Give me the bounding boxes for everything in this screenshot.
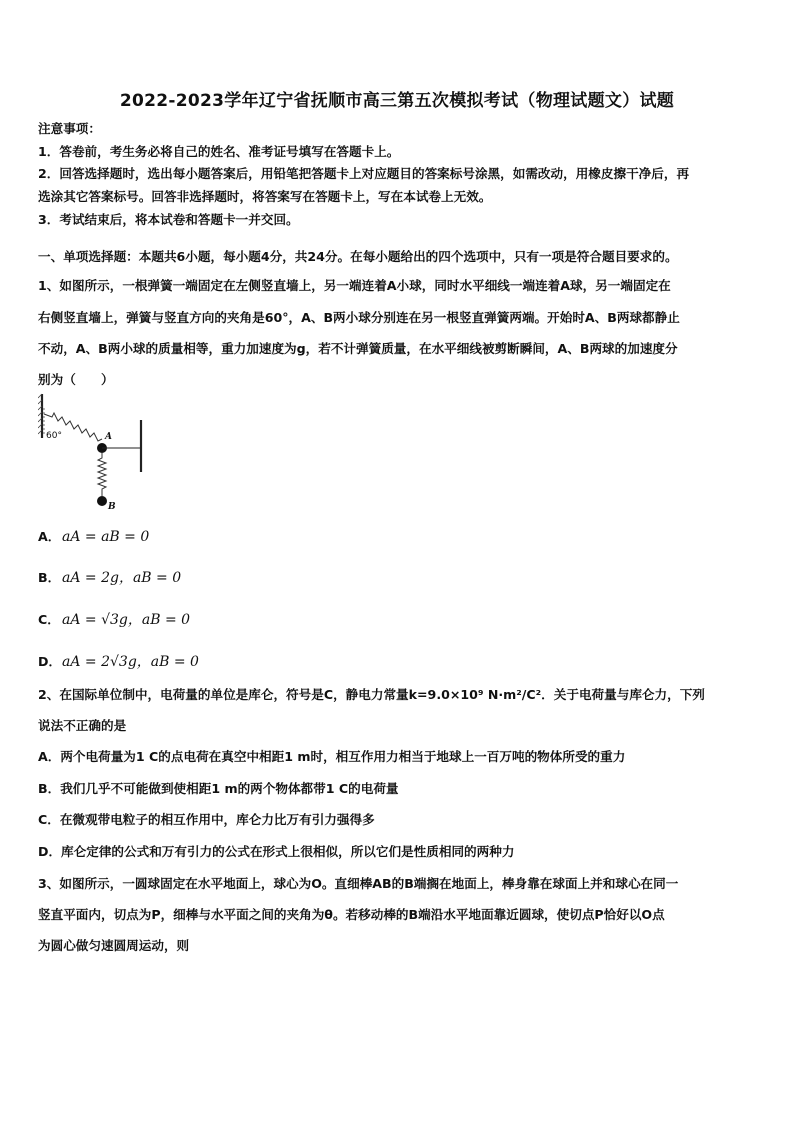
- q3-line-3: 为圆心做匀速圆周运动，则: [38, 938, 190, 953]
- q1-option-d-text: aA = 2√3g，aB = 0: [62, 654, 199, 670]
- q1-option-a-label: A．: [38, 529, 61, 544]
- q2-line-1: 2、在国际单位制中，电荷量的单位是库仑，符号是C，静电力常量k=9.0×10⁹ N·m²/C²．关于电荷量与库仑力，下列: [38, 687, 705, 702]
- q1-line-1: 1、如图所示，一根弹簧一端固定在左侧竖直墙上，另一端连着A小球，同时水平细线一端连着A球，另一端固定在: [38, 278, 671, 293]
- q1-option-d: [38, 651, 199, 671]
- q1-option-c: [38, 609, 190, 629]
- section-heading: 一、单项选择题：本题共6小题，每小题4分，共24分。在每小题给出的四个选项中，只有一项是符合题目要求的。: [38, 249, 678, 264]
- q1-option-b-label: B．: [38, 570, 61, 585]
- q2-option-c: C．在微观带电粒子的相互作用中，库仑力比万有引力强得多: [38, 812, 375, 827]
- notice-heading: 注意事项：: [38, 121, 101, 136]
- angle-label: 60°: [46, 431, 62, 441]
- q1-option-c-label: C．: [38, 612, 60, 627]
- page-title: 2022-2023学年辽宁省抚顺市高三第五次模拟考试（物理试题文）试题: [119, 91, 675, 111]
- q3-line-1: 3、如图所示，一圆球固定在水平地面上，球心为O。直细棒AB的B端搁在地面上，棒身靠在球面上并和球心在同一: [38, 876, 679, 891]
- q1-option-a: [38, 526, 149, 545]
- q2-option-b: B．我们几乎不可能做到使相距1 m的两个物体都带1 C的电荷量: [38, 781, 399, 796]
- ball-b-label: B: [108, 502, 116, 512]
- ball-a-label: A: [105, 432, 112, 442]
- q1-option-c-text: aA = √3g，aB = 0: [62, 612, 191, 628]
- q1-option-b-text: aA = 2g，aB = 0: [62, 570, 182, 586]
- q2-line-2: 说法不正确的是: [38, 718, 127, 733]
- q1-option-d-label: D．: [38, 654, 62, 669]
- notice-line-2: 2．回答选择题时，选出每小题答案后，用铅笔把答题卡上对应题目的答案标号涂黑，如需改动，用橡皮擦干净后，再: [38, 166, 690, 181]
- q2-option-d: D．库仑定律的公式和万有引力的公式在形式上很相似，所以它们是性质相同的两种力: [38, 844, 515, 859]
- q2-option-a: A．两个电荷量为1 C的点电荷在真空中相距1 m时，相互作用力相当于地球上一百万吨的物体所受的重力: [38, 749, 626, 764]
- q3-line-2: 竖直平面内，切点为P，细棒与水平面之间的夹角为θ。若移动棒的B端沿水平地面靠近圆球，使切点P恰好以O点: [38, 907, 665, 922]
- notice-line-4: 3．考试结束后，将本试卷和答题卡一并交回。: [38, 212, 299, 227]
- q1-line-2: 右侧竖直墙上，弹簧与竖直方向的夹角是60°，A、B两小球分别连在另一根竖直弹簧两端。开始时A、B两球都静止: [38, 310, 680, 325]
- q1-spring-figure: [38, 392, 150, 514]
- notice-line-3: 选涂其它答案标号。回答非选择题时，将答案写在答题卡上，写在本试卷上无效。: [38, 189, 492, 204]
- q1-option-b: [38, 567, 181, 587]
- q1-line-3: 不动，A、B两小球的质量相等，重力加速度为g，若不计弹簧质量，在水平细线被剪断瞬间，A、B两球的加速度分: [38, 341, 678, 356]
- q1-option-a-text: aA = aB = 0: [62, 529, 150, 545]
- ball-b: [97, 496, 107, 506]
- q1-line-4: 别为（ ）: [38, 372, 114, 387]
- vertical-spring: [98, 453, 106, 496]
- notice-line-1: 1．答卷前，考生务必将自己的姓名、准考证号填写在答题卡上。: [38, 144, 400, 159]
